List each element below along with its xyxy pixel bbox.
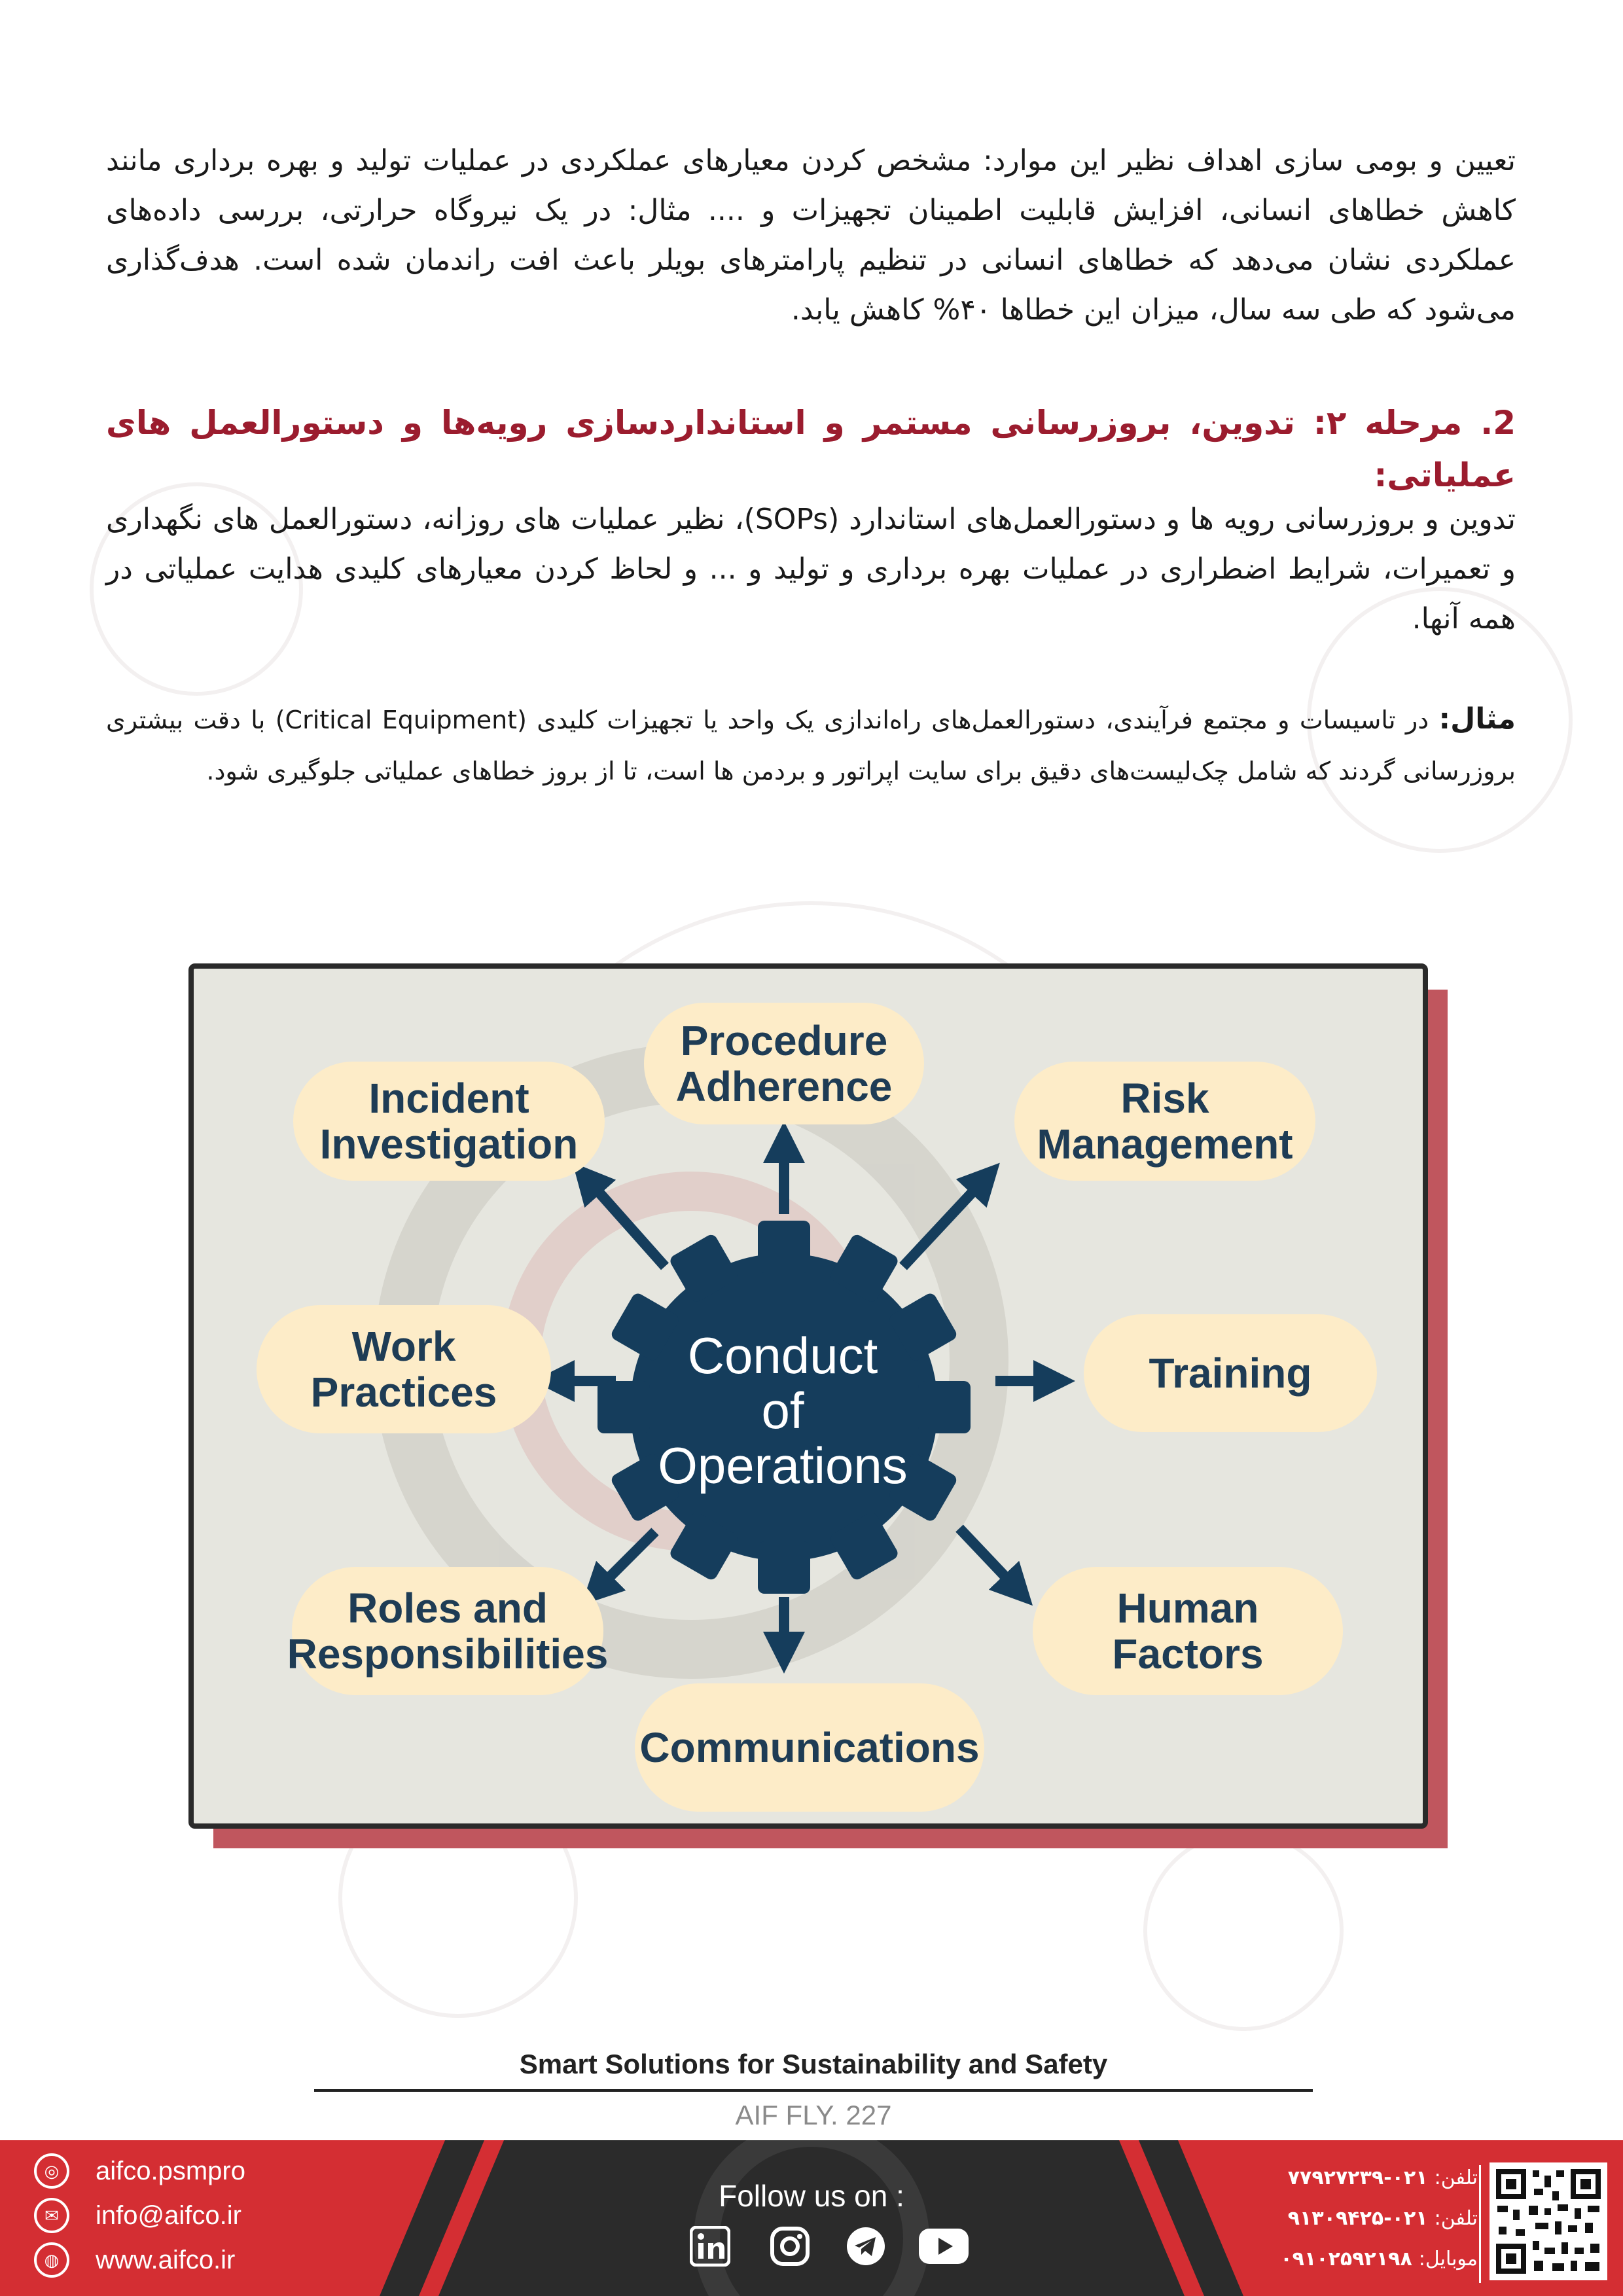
instagram-handle: aifco.psmpro [96,2156,245,2185]
tagline: Smart Solutions for Sustainability and Safety [519,2049,1108,2079]
phone-1-label: تلفن: [1434,2166,1478,2189]
web-icon: ◍ [34,2242,69,2278]
example-lead: مثال: [1438,702,1516,736]
email-address: info@aifco.ir [96,2200,241,2230]
instagram-button[interactable] [768,2223,812,2270]
phone-1 [1283,2166,1478,2189]
phone-1-number: ۰۲۱-۷۷۹۲۷۲۳۹ [1287,2166,1428,2189]
qr-code[interactable] [1489,2162,1607,2280]
linkedin-icon [690,2226,730,2267]
follow-us-label: Follow us on : [719,2179,904,2213]
center-label: Conduct of Operations [658,1327,908,1494]
incident-investigation-pill: Incident Investigation [293,1062,605,1181]
contact-instagram[interactable] [34,2153,245,2189]
work-practices-pill: Work Practices [257,1305,551,1433]
document-code: AIF FLY. 227 [735,2100,892,2130]
intro-paragraph: تعیین و بومی سازی اهداف نظیر این موارد: مشخص کردن معیارهای عملکردی در عملیات تولید و بهره برداری مانند کاهش خطاهای انسانی، افزایش قابلیت اطمینان تجهیزات و .... مثال: در یک نیروگاه حرارتی، بررسی داده‌های عملکردی نشان می‌دهد که خطاهای انسانی در تنظیم پارامترهای بویلر باعث افت راندمان شده است. هدف‌گذاری می‌شود که طی سه سال، میزان این خطاها ۴۰% کاهش یابد. [106,144,1516,327]
youtube-button[interactable] [916,2223,971,2270]
phone-2-number: ۰۲۱-۹۱۳۰۹۴۲۵ [1287,2207,1428,2230]
phone-2-label: تلفن: [1434,2207,1478,2230]
mobile-number: ۰۹۱۰۲۵۹۲۱۹۸ [1280,2248,1412,2270]
instagram-icon: ◎ [34,2153,69,2189]
qr-code-icon [1489,2162,1607,2280]
contact-website[interactable] [34,2242,235,2278]
youtube-icon [918,2227,970,2265]
section-heading: 2. مرحله ۲: تدوین، بروزرسانی مستمر و استانداردسازی رویه‌ها و دستورالعمل های عملیاتی: [106,404,1516,494]
example-text: در تاسیسات و مجتمع فرآیندی، دستورالعمل‌های راه‌اندازی یک واحد یا تجهیزات کلیدی (Critical Equipment) با دقت بیشتری بروزرسانی گردند که شامل چک‌لیست‌های دقیق برای سایت اپراتور و بردمن ها است، تا از بروز خطاهای عملیاتی جلوگیری شود. [106,706,1516,785]
procedures-paragraph: تدوین و بروزرسانی رویه ها و دستورالعمل‌های استاندارد (SOPs)، نظیر عملیات های روزانه، دستورالعمل های نگهداری و تعمیرات، شرایط اضطراری در عملیات بهره برداری و تولید و ... و لحاظ کردن معیارهای کلیدی هدایت عملیاتی در همه آنها. [106,503,1516,636]
example-paragraph [106,694,1516,797]
website-url: www.aifco.ir [96,2245,236,2274]
communications-pill: Communications [635,1683,984,1812]
email-icon: ✉ [34,2198,69,2233]
contact-email[interactable] [34,2198,241,2233]
mobile-label: موبایل: [1418,2248,1478,2270]
footer-divider [1479,2165,1481,2283]
training-pill: Training [1084,1314,1377,1432]
human-factors-pill: Human Factors [1033,1567,1343,1695]
procedure-adherence-pill: Procedure Adherence [644,1003,924,1124]
conduct-of-operations-figure [188,963,1428,1829]
risk-management-pill: Risk Management [1014,1062,1315,1181]
footer-bar [0,2140,1623,2296]
telegram-icon [846,2226,886,2267]
mobile-phone [1280,2248,1478,2270]
tagline-rule [314,2089,1313,2092]
phone-2 [1283,2207,1478,2230]
instagram-icon [770,2226,810,2267]
telegram-button[interactable] [844,2223,887,2270]
linkedin-button[interactable] [688,2223,732,2270]
roles-and-responsibilities-pill: Roles and Responsibilities [292,1567,603,1695]
